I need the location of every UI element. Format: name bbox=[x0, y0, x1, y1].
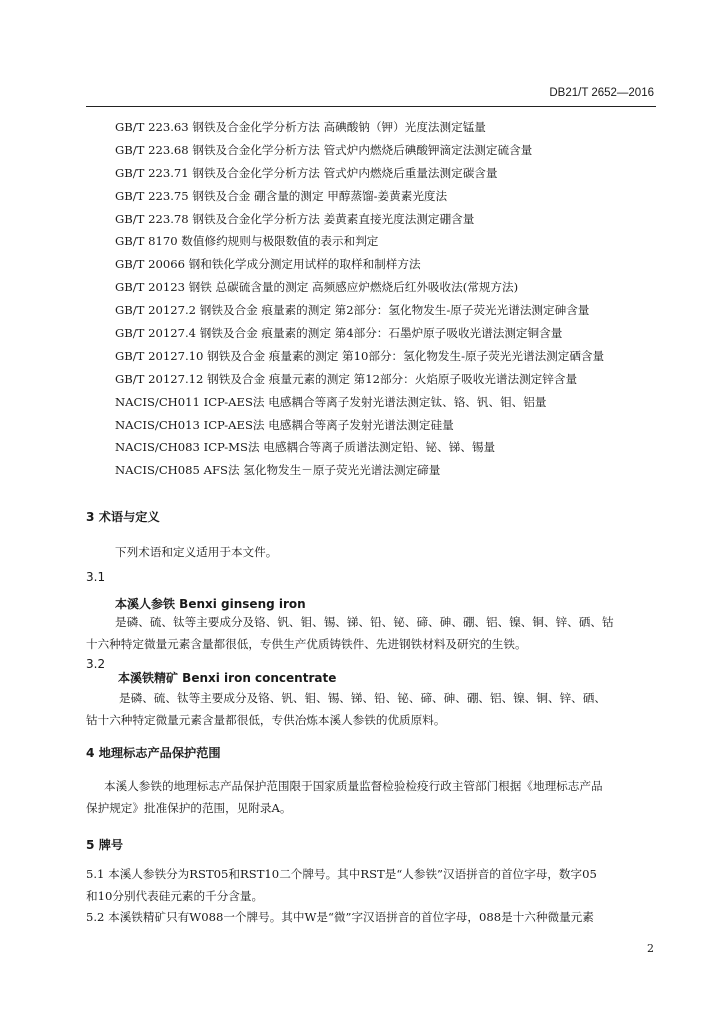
section-3-heading: 3 术语与定义 bbox=[86, 510, 160, 524]
term-3-1-definition bbox=[86, 612, 658, 655]
section-4-heading: 4 地理标志产品保护范围 bbox=[86, 746, 221, 760]
intro-text: 下列术语和定义适用于本文件。 bbox=[115, 545, 278, 559]
body-line: 5.2 本溪铁精矿只有W088一个牌号。其中W是“微”字汉语拼音的首位字母，088是十六种微量元素 bbox=[86, 910, 594, 924]
definition-line: 是磷、硫、钛等主要成分及铬、钒、钼、锡、锑、铅、铋、碲、砷、硼、铝、镍、铜、锌、硒、 bbox=[119, 691, 606, 705]
reference-item: NACIS/CH013 ICP-AES法 电感耦合等离子发射光谱法测定硅量 bbox=[115, 417, 454, 432]
section-4-body bbox=[86, 776, 658, 819]
reference-item: GB/T 223.75 钢铁及合金 硼含量的测定 甲醇蒸馏-姜黄素光度法 bbox=[115, 188, 448, 203]
body-line: 本溪人参铁的地理标志产品保护范围限于国家质量监督检验检疫行政主管部门根据《地理标志产品 bbox=[104, 779, 603, 793]
reference-item: NACIS/CH085 AFS法 氢化物发生－原子荧光光谱法测定碲量 bbox=[115, 463, 441, 478]
section-5-body bbox=[86, 864, 658, 929]
reference-item: GB/T 8170 数值修约规则与极限数值的表示和判定 bbox=[115, 234, 379, 249]
normative-references-list bbox=[115, 116, 675, 482]
reference-item: GB/T 223.71 钢铁及合金化学分析方法 管式炉内燃烧后重量法测定碳含量 bbox=[115, 165, 498, 180]
reference-item: NACIS/CH083 ICP-MS法 电感耦合等离子质谱法测定铅、铋、锑、锡量 bbox=[115, 440, 496, 455]
definition-line: 钴十六种特定微量元素含量都很低，专供冶炼本溪人参铁的优质原料。 bbox=[86, 712, 446, 727]
reference-item: NACIS/CH011 ICP-AES法 电感耦合等离子发射光谱法测定钛、铬、钒、钼、铝量 bbox=[115, 394, 547, 409]
body-line: 保护规定》批准保护的范围，见附录A。 bbox=[86, 800, 292, 815]
page-number: 2 bbox=[647, 942, 654, 955]
term-3-2-title: 本溪铁精矿 Benxi iron concentrate bbox=[118, 671, 337, 685]
term-3-2-definition bbox=[86, 688, 658, 731]
body-line: 和10分别代表硅元素的千分含量。 bbox=[86, 888, 264, 903]
section-5-heading: 5 牌号 bbox=[86, 838, 124, 852]
reference-item: GB/T 223.78 钢铁及合金化学分析方法 姜黄素直接光度法测定硼含量 bbox=[115, 211, 475, 226]
reference-item: GB/T 20127.2 钢铁及合金 痕量素的测定 第2部分：氢化物发生-原子荧光光谱法测定砷含量 bbox=[115, 303, 590, 318]
term-3-1-number: 3.1 bbox=[86, 570, 106, 584]
reference-item: GB/T 223.68 钢铁及合金化学分析方法 管式炉内燃烧后碘酸钾滴定法测定硫含量 bbox=[115, 142, 533, 157]
document-code: DB21/T 2652—2016 bbox=[549, 87, 654, 99]
reference-item: GB/T 20127.10 钢铁及合金 痕量素的测定 第10部分：氢化物发生-原子荧光光谱法测定硒含量 bbox=[115, 348, 605, 363]
reference-item: GB/T 20127.4 钢铁及合金 痕量素的测定 第4部分：石墨炉原子吸收光谱法测定铜含量 bbox=[115, 326, 563, 341]
reference-item: GB/T 20127.12 钢铁及合金 痕量元素的测定 第12部分：火焰原子吸收光谱法测定锌含量 bbox=[115, 371, 578, 386]
reference-item: GB/T 20123 钢铁 总碳硫含量的测定 高频感应炉燃烧后红外吸收法(常规方法) bbox=[115, 280, 519, 295]
reference-item: GB/T 223.63 钢铁及合金化学分析方法 高碘酸钠（钾）光度法测定锰量 bbox=[115, 120, 486, 134]
term-3-1-title: 本溪人参铁 Benxi ginseng iron bbox=[115, 597, 306, 611]
definition-line: 是磷、硫、钛等主要成分及铬、钒、钼、锡、锑、铅、铋、碲、砷、硼、铝、镍、铜、锌、硒、钴 bbox=[115, 615, 614, 629]
term-3-2-number: 3.2 bbox=[86, 657, 106, 671]
definition-line: 十六种特定微量元素含量都很低，专供生产优质铸铁件、先进钢铁材料及研究的生铁。 bbox=[86, 636, 527, 651]
section-3-intro bbox=[115, 542, 655, 564]
body-line: 5.1 本溪人参铁分为RST05和RST10二个牌号。其中RST是“人参铁”汉语拼音的首位字母，数字05 bbox=[86, 867, 597, 881]
header-rule bbox=[86, 106, 656, 107]
reference-item: GB/T 20066 钢和铁化学成分测定用试样的取样和制样方法 bbox=[115, 257, 421, 272]
